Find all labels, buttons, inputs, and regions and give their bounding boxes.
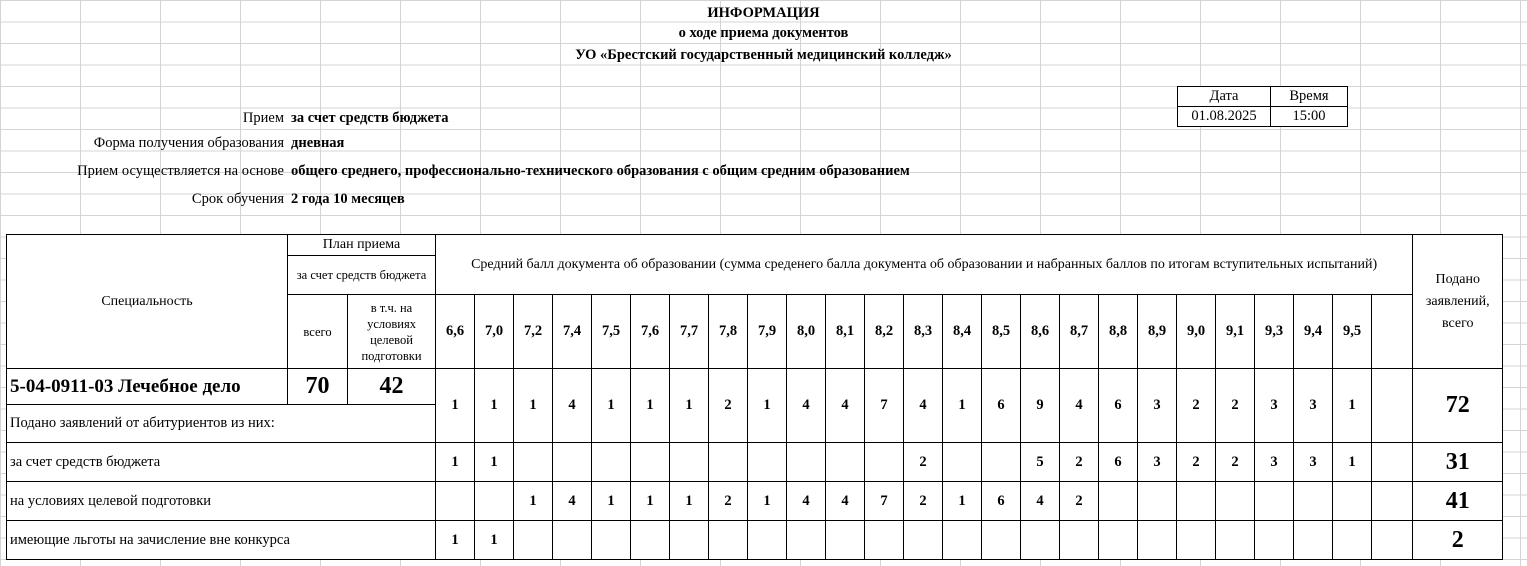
plan-total-value: 70 xyxy=(288,369,348,405)
count-cell xyxy=(982,443,1021,482)
count-cell: 4 xyxy=(826,482,865,521)
count-cell: 1 xyxy=(436,521,475,560)
submitted-total-cell: 72 xyxy=(1413,369,1503,443)
score-column-header: 8,6 xyxy=(1021,295,1060,369)
count-cell: 1 xyxy=(670,482,709,521)
row-label: за счет средств бюджета xyxy=(7,443,436,482)
count-cell xyxy=(787,521,826,560)
count-cell xyxy=(982,521,1021,560)
count-cell xyxy=(865,443,904,482)
count-cell: 1 xyxy=(592,482,631,521)
score-column-header: 8,7 xyxy=(1060,295,1099,369)
submitted-subheader: Подано заявлений от абитуриентов из них: xyxy=(7,405,436,443)
score-column-header: 9,3 xyxy=(1255,295,1294,369)
score-column-header: 7,6 xyxy=(631,295,670,369)
count-cell xyxy=(787,443,826,482)
field-label-admission: Прием xyxy=(242,110,284,126)
field-label-duration: Срок обучения xyxy=(191,191,284,207)
field-value-basis: общего среднего, профессионально-технического образования с общим средним образованием xyxy=(291,163,910,179)
count-cell xyxy=(1060,521,1099,560)
row-label: имеющие льготы на зачисление вне конкурса xyxy=(7,521,436,560)
score-column-header: 8,1 xyxy=(826,295,865,369)
admissions-table xyxy=(6,234,1503,560)
count-cell xyxy=(1177,482,1216,521)
score-column-header xyxy=(1372,295,1413,369)
count-cell: 5 xyxy=(1021,443,1060,482)
count-cell xyxy=(748,443,787,482)
score-column-header: 7,2 xyxy=(514,295,553,369)
count-cell: 6 xyxy=(982,482,1021,521)
field-value-admission: за счет средств бюджета xyxy=(291,110,449,126)
plan-total-header: всего xyxy=(288,295,348,369)
count-cell: 1 xyxy=(436,443,475,482)
submitted-count-cell: 1 xyxy=(631,369,670,443)
score-column-header: 8,4 xyxy=(943,295,982,369)
count-cell xyxy=(709,443,748,482)
submitted-count-cell: 4 xyxy=(787,369,826,443)
count-cell xyxy=(592,521,631,560)
count-cell xyxy=(709,521,748,560)
count-cell xyxy=(1372,482,1413,521)
submitted-header: Подано заявлений, всего xyxy=(1413,235,1503,369)
count-cell: 1 xyxy=(475,521,514,560)
count-cell xyxy=(1294,482,1333,521)
count-cell: 1 xyxy=(748,482,787,521)
count-cell xyxy=(865,521,904,560)
count-cell xyxy=(1216,521,1255,560)
date-label: Дата xyxy=(1178,87,1271,107)
count-cell: 1 xyxy=(631,482,670,521)
count-cell xyxy=(943,443,982,482)
document-title: ИНФОРМАЦИЯ xyxy=(707,5,820,21)
submitted-count-cell: 3 xyxy=(1255,369,1294,443)
row-total-cell: 41 xyxy=(1413,482,1503,521)
count-cell xyxy=(514,521,553,560)
count-cell xyxy=(826,521,865,560)
submitted-count-cell: 2 xyxy=(1177,369,1216,443)
submitted-count-cell: 1 xyxy=(670,369,709,443)
specialty-name: 5-04-0911-03 Лечебное дело xyxy=(7,369,288,405)
submitted-count-cell: 4 xyxy=(826,369,865,443)
submitted-count-cell: 1 xyxy=(748,369,787,443)
score-column-header: 7,5 xyxy=(592,295,631,369)
submitted-count-cell: 2 xyxy=(1216,369,1255,443)
score-column-header: 7,0 xyxy=(475,295,514,369)
score-column-header: 9,1 xyxy=(1216,295,1255,369)
budget-header: за счет средств бюджета xyxy=(288,256,436,295)
count-cell: 2 xyxy=(904,443,943,482)
submitted-count-cell: 3 xyxy=(1294,369,1333,443)
count-cell xyxy=(670,521,709,560)
score-column-header: 8,9 xyxy=(1138,295,1177,369)
count-cell: 2 xyxy=(1177,443,1216,482)
time-label: Время xyxy=(1271,87,1348,107)
count-cell xyxy=(1021,521,1060,560)
field-label-basis: Прием осуществляется на основе xyxy=(77,163,284,179)
specialty-header: Специальность xyxy=(7,235,288,369)
submitted-count-cell: 1 xyxy=(1333,369,1372,443)
count-cell xyxy=(475,482,514,521)
count-cell xyxy=(748,521,787,560)
count-cell xyxy=(1372,521,1413,560)
count-cell: 6 xyxy=(1099,443,1138,482)
table-row xyxy=(7,521,1503,560)
score-column-header: 9,0 xyxy=(1177,295,1216,369)
count-cell: 1 xyxy=(475,443,514,482)
count-cell xyxy=(1255,521,1294,560)
score-column-header: 9,5 xyxy=(1333,295,1372,369)
score-column-header: 7,7 xyxy=(670,295,709,369)
field-value-duration: 2 года 10 месяцев xyxy=(291,191,405,207)
plan-header: План приема xyxy=(288,235,436,256)
count-cell: 4 xyxy=(1021,482,1060,521)
count-cell xyxy=(592,443,631,482)
count-cell xyxy=(1372,443,1413,482)
document-subtitle: о ходе приема документов xyxy=(678,25,849,41)
row-total-cell: 2 xyxy=(1413,521,1503,560)
count-cell xyxy=(904,521,943,560)
time-value: 15:00 xyxy=(1271,107,1348,127)
count-cell: 7 xyxy=(865,482,904,521)
submitted-count-cell: 1 xyxy=(514,369,553,443)
datetime-table xyxy=(1177,86,1348,127)
count-cell xyxy=(631,521,670,560)
score-column-header: 9,4 xyxy=(1294,295,1333,369)
count-cell xyxy=(1177,521,1216,560)
count-cell xyxy=(1138,482,1177,521)
row-label: на условиях целевой подготовки xyxy=(7,482,436,521)
score-column-header: 8,2 xyxy=(865,295,904,369)
submitted-count-cell: 6 xyxy=(982,369,1021,443)
score-column-header: 8,8 xyxy=(1099,295,1138,369)
submitted-count-cell: 4 xyxy=(553,369,592,443)
submitted-count-cell: 9 xyxy=(1021,369,1060,443)
count-cell xyxy=(1333,521,1372,560)
count-cell xyxy=(1333,482,1372,521)
table-row xyxy=(7,443,1503,482)
score-column-header: 8,0 xyxy=(787,295,826,369)
submitted-count-cell: 1 xyxy=(475,369,514,443)
count-cell xyxy=(1099,521,1138,560)
submitted-count-cell xyxy=(1372,369,1413,443)
score-column-header: 6,6 xyxy=(436,295,475,369)
count-cell xyxy=(943,521,982,560)
count-cell xyxy=(826,443,865,482)
organization-name: УО «Брестский государственный медицинский колледж» xyxy=(575,47,952,63)
count-cell xyxy=(670,443,709,482)
count-cell xyxy=(436,482,475,521)
count-cell xyxy=(1099,482,1138,521)
submitted-count-cell: 4 xyxy=(904,369,943,443)
count-cell: 2 xyxy=(904,482,943,521)
submitted-count-cell: 4 xyxy=(1060,369,1099,443)
score-column-header: 7,8 xyxy=(709,295,748,369)
count-cell: 3 xyxy=(1294,443,1333,482)
score-column-header: 8,3 xyxy=(904,295,943,369)
score-column-header: 8,5 xyxy=(982,295,1021,369)
score-column-header: 7,9 xyxy=(748,295,787,369)
count-cell xyxy=(631,443,670,482)
submitted-count-cell: 1 xyxy=(943,369,982,443)
submitted-count-cell: 1 xyxy=(436,369,475,443)
count-cell: 3 xyxy=(1138,443,1177,482)
count-cell: 2 xyxy=(709,482,748,521)
count-cell xyxy=(1294,521,1333,560)
count-cell xyxy=(514,443,553,482)
date-value: 01.08.2025 xyxy=(1178,107,1271,127)
plan-target-value: 42 xyxy=(348,369,436,405)
count-cell: 1 xyxy=(943,482,982,521)
field-label-education-form: Форма получения образования xyxy=(93,135,284,151)
count-cell: 2 xyxy=(1060,482,1099,521)
count-cell: 4 xyxy=(553,482,592,521)
count-cell xyxy=(1255,482,1294,521)
count-cell: 1 xyxy=(1333,443,1372,482)
count-cell: 2 xyxy=(1060,443,1099,482)
submitted-count-cell: 6 xyxy=(1099,369,1138,443)
count-cell xyxy=(553,521,592,560)
field-value-education-form: дневная xyxy=(291,135,345,151)
count-cell xyxy=(1216,482,1255,521)
count-cell xyxy=(553,443,592,482)
submitted-count-cell: 2 xyxy=(709,369,748,443)
count-cell: 1 xyxy=(514,482,553,521)
submitted-count-cell: 1 xyxy=(592,369,631,443)
submitted-count-cell: 3 xyxy=(1138,369,1177,443)
count-cell: 2 xyxy=(1216,443,1255,482)
count-cell: 3 xyxy=(1255,443,1294,482)
table-row xyxy=(7,482,1503,521)
count-cell: 4 xyxy=(787,482,826,521)
submitted-count-cell: 7 xyxy=(865,369,904,443)
score-header: Средний балл документа об образовании (сумма среденего балла документа об образовании и набранных баллов по итогам вступительных испытаний) xyxy=(436,235,1413,295)
plan-target-header: в т.ч. на условиях целевой подготовки xyxy=(348,295,436,369)
row-total-cell: 31 xyxy=(1413,443,1503,482)
score-column-header: 7,4 xyxy=(553,295,592,369)
count-cell xyxy=(1138,521,1177,560)
